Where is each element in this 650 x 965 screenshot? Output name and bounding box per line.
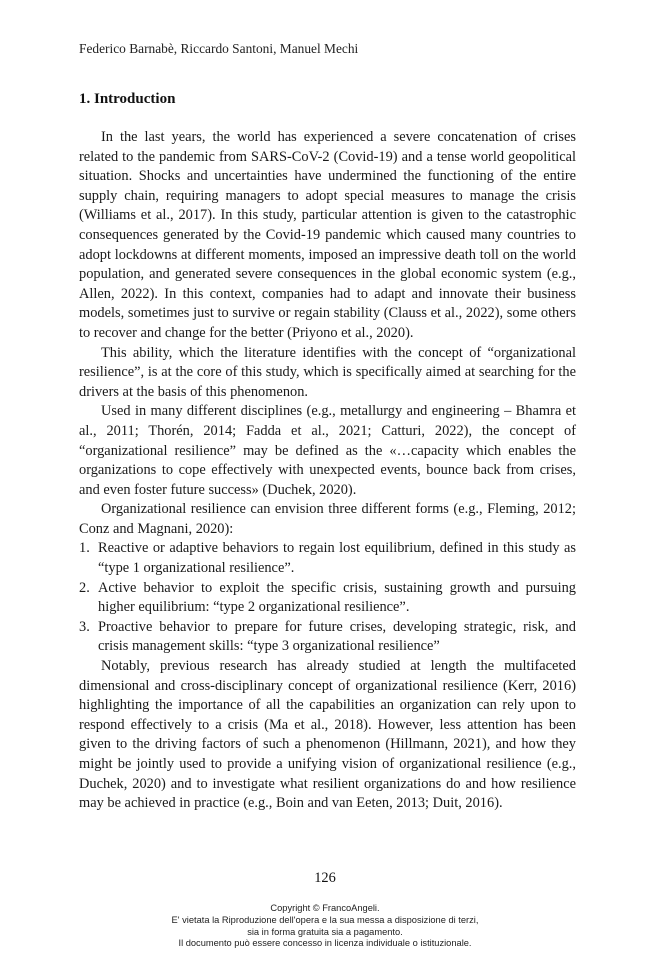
list-item-number: 2. — [79, 579, 90, 596]
list-item-text: Active behavior to exploit the specific crisis, sustaining growth and pursuing higher equilibrium: “type 2 organizational resilience”. — [98, 579, 576, 616]
list-item — [79, 579, 576, 618]
list-item — [79, 539, 576, 578]
paragraph-5: Notably, previous research has already studied at length the multifaceted dimensional and cross-disciplinary concept of organizational resilience (Kerr, 2016) highlighting the importance of all the capabilities an organization can rely upon to respond effectively to a crisis (Ma et al., 2018). However, less attention has been given to the driving factors of such a phenomenon (Hillmann, 2021), and how they might be jointly used to provide a unifying vision of organizational resilience (e.g., Duchek, 2020) and to investigate what resilient organizations do and how resilience may be achieved in practice (e.g., Boin and van Eeten, 2013; Duit, 2016). — [79, 658, 576, 812]
body-text — [79, 128, 576, 814]
paragraph-3: Used in many different disciplines (e.g., metallurgy and engineering – Bhamra et al., 2011; Thorén, 2014; Fadda et al., 2021; Catturi, 2022), the concept of “organizational resilience” may be defined as the «…capacity which enables the organizations to cope effectively with unexpected events, bounce back from crises, and even foster future success» (Duchek, 2020). — [79, 403, 576, 498]
resilience-types-list — [79, 539, 576, 657]
copyright-footer — [0, 903, 650, 950]
list-item-number: 3. — [79, 618, 90, 635]
list-item — [79, 618, 576, 657]
paragraph-4: Organizational resilience can envision three different forms (e.g., Fleming, 2012; Conz and Magnani, 2020): — [79, 501, 576, 537]
footer-line-3: sia in forma gratuita sia a pagamento. — [247, 926, 403, 937]
list-item-text: Reactive or adaptive behaviors to regain lost equilibrium, defined in this study as “type 1 organizational resilience”. — [98, 540, 576, 577]
page-number: 126 — [314, 870, 336, 886]
paragraph-2: This ability, which the literature identifies with the concept of “organizational resilience”, is at the core of this study, which is specifically aimed at searching for the drivers at the basis of this phenomenon. — [79, 344, 576, 400]
list-item-text: Proactive behavior to prepare for future crises, developing strategic, risk, and crisis management skills: “type 3 organizational resilience” — [98, 618, 576, 655]
footer-line-1: Copyright © FrancoAngeli. — [270, 903, 380, 913]
paragraph-1: In the last years, the world has experienced a severe concatenation of crises related to the pandemic from SARS-CoV-2 (Covid-19) and a tense world geopolitical situation. Shocks and uncertainties have undermined the functioning of the entire supply chain, requiring managers to adopt special measures to manage the crisis (Williams et al., 2017). In this study, particular attention is given to the catastrophic consequences generated by the Covid-19 pandemic which caused many countries to adopt lockdowns at different moments, imposed an impressive death toll on the world population, and generated severe consequences in the global economic system (e.g., Allen, 2022). In this context, companies had to adapt and innovate their business models, sometimes just to survive or regain stability (Clauss et al., 2022), some others to recover and change for the better (Priyono et al., 2020). — [79, 129, 576, 341]
list-item-number: 1. — [79, 540, 90, 557]
footer-line-2: E' vietata la Riproduzione dell'opera e la sua messa a disposizione di terzi, — [171, 914, 479, 925]
running-header-authors: Federico Barnabè, Riccardo Santoni, Manuel Mechi — [79, 41, 359, 56]
footer-line-4: Il documento può essere concesso in licenza individuale o istituzionale. — [178, 938, 472, 949]
section-title: 1. Introduction — [79, 91, 176, 107]
